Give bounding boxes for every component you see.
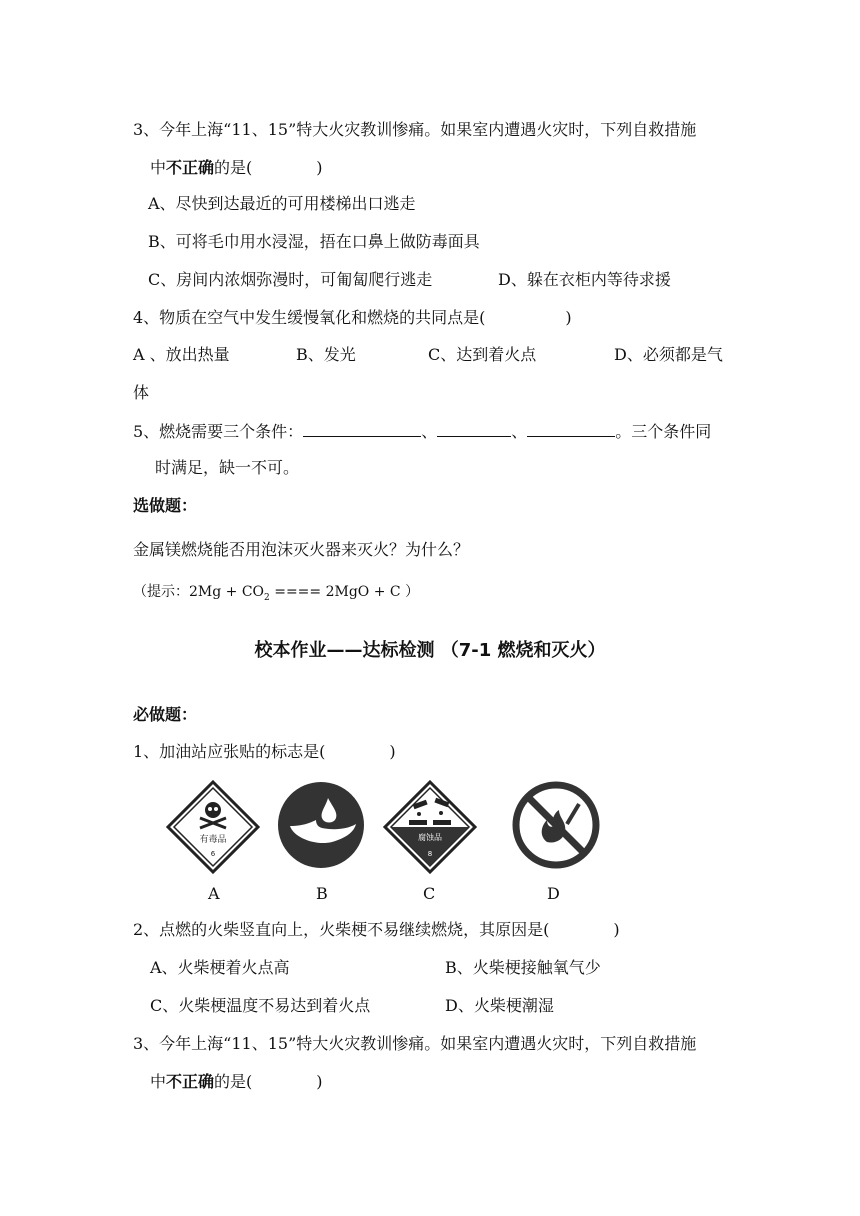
q3-option-d: D、躲在衣柜内等待求援: [498, 270, 671, 289]
no-fire-sign-icon: [511, 780, 601, 870]
optional-question: 金属镁燃烧能否用泡沫灭火器来灭火？为什么？: [133, 540, 470, 559]
q5-blank-2[interactable]: [437, 420, 511, 437]
required-heading: 必做题：: [133, 705, 198, 724]
q3b-prefix: 中: [150, 1072, 167, 1091]
q5-sep-2: 、: [511, 422, 528, 441]
q3b-line1: 3、今年上海“11、15”特大火灾教训惨痛。如果室内遭遇火灾时，下列自救措施: [133, 1034, 697, 1053]
q5-prefix: 5、燃烧需要三个条件：: [133, 422, 304, 441]
q4-option-a: A 、放出热量: [133, 345, 230, 364]
label-d: D: [547, 884, 560, 903]
q3-prefix: 中: [150, 158, 167, 177]
q4-option-b: B、发光: [296, 345, 356, 364]
q3b-emphasis: 不正确: [166, 1072, 215, 1091]
q2-option-b: B、火柴梗接触氧气少: [445, 958, 601, 977]
q3-suffix: 的是( ): [214, 158, 323, 177]
hint-suffix: ==== 2MgO + C ）: [269, 584, 420, 600]
toxic-sign-icon: [166, 780, 260, 874]
q5-blank-3[interactable]: [527, 420, 615, 437]
q2-option-d: D、火柴梗潮湿: [445, 996, 554, 1015]
q5-sep-1: 、: [421, 422, 438, 441]
q1-line: 1、加油站应张贴的标志是( ): [133, 742, 396, 761]
q5-line2: 时满足，缺一不可。: [155, 458, 300, 477]
label-a: A: [208, 884, 220, 903]
q3-option-a: A、尽快到达最近的可用楼梯出口逃走: [148, 194, 416, 213]
q4-option-d: D、必须都是气: [614, 345, 723, 364]
q3-emphasis: 不正确: [166, 158, 215, 177]
hint-prefix: （提示：2Mg + CO: [133, 584, 265, 600]
hint-subscript: 2: [264, 592, 270, 603]
q5-line1: [133, 420, 711, 442]
optional-heading: 选做题：: [133, 496, 198, 515]
q4-wrap: 体: [133, 383, 150, 402]
q3-line1: 3、今年上海“11、15”特大火灾教训惨痛。如果室内遭遇火灾时，下列自救措施: [133, 120, 697, 139]
q4-line: 4、物质在空气中发生缓慢氧化和燃烧的共同点是( ): [133, 308, 572, 327]
q3-option-c: C、房间内浓烟弥漫时，可匍匐爬行逃走: [148, 270, 433, 289]
sign-c-text: 腐蚀品: [418, 833, 442, 842]
q2-option-a: A、火柴梗着火点高: [150, 958, 290, 977]
q2-line: 2、点燃的火柴竖直向上，火柴梗不易继续燃烧，其原因是( ): [133, 920, 620, 939]
corrosive-sign-icon: [383, 780, 477, 874]
sign-a-number: 6: [210, 850, 216, 858]
hint-line: [133, 582, 419, 608]
section-title: 校本作业——达标检测 （7-1 燃烧和灭火）: [254, 640, 606, 661]
q3b-suffix: 的是( ): [214, 1072, 323, 1091]
q5-suffix: 。三个条件同: [615, 422, 712, 441]
q3b-line2: [150, 1072, 323, 1092]
q4-option-c: C、达到着火点: [428, 345, 537, 364]
label-b: B: [316, 884, 328, 903]
sign-c-number: 8: [427, 850, 433, 858]
sign-a-text: 有毒品: [199, 835, 227, 845]
q3-option-b: B、可将毛巾用水浸湿，捂在口鼻上做防毒面具: [148, 232, 480, 251]
q2-option-c: C、火柴梗温度不易达到着火点: [150, 996, 371, 1015]
label-c: C: [423, 884, 436, 903]
q3-line2: [150, 158, 323, 178]
water-circle-sign-icon: [276, 780, 366, 870]
q5-blank-1[interactable]: [303, 420, 421, 437]
